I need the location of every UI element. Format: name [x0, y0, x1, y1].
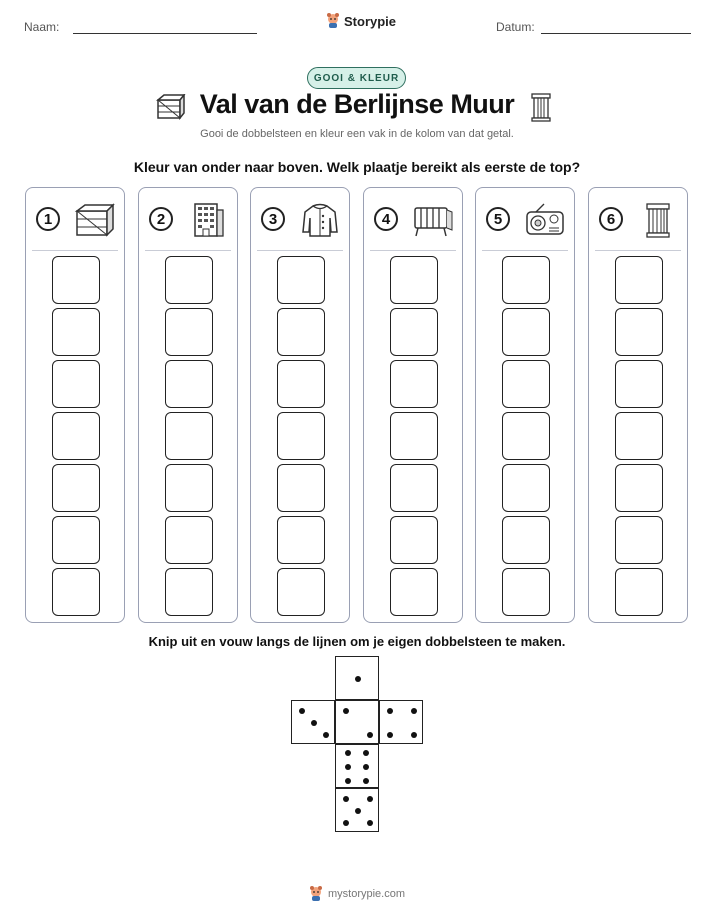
color-box[interactable] — [502, 464, 550, 512]
radio-icon — [524, 202, 566, 238]
color-box[interactable] — [277, 412, 325, 460]
page-title: Val van de Berlijnse Muur — [199, 89, 515, 119]
crate-icon — [74, 202, 116, 238]
date-line[interactable] — [541, 33, 691, 34]
color-box[interactable] — [502, 308, 550, 356]
color-box[interactable] — [165, 568, 213, 616]
column-pillar-icon — [530, 92, 552, 122]
color-box[interactable] — [165, 464, 213, 512]
color-box[interactable] — [277, 568, 325, 616]
column-pillar-icon — [637, 202, 679, 238]
dice-column-6 — [588, 187, 688, 623]
color-box[interactable] — [277, 516, 325, 564]
dice-face — [335, 788, 379, 832]
color-box[interactable] — [615, 308, 663, 356]
color-box[interactable] — [502, 412, 550, 460]
color-box[interactable] — [615, 360, 663, 408]
column-number: 3 — [261, 207, 285, 231]
color-box[interactable] — [615, 464, 663, 512]
dice-pip — [367, 820, 373, 826]
dice-pip — [411, 732, 417, 738]
dice-column-3 — [250, 187, 350, 623]
color-box[interactable] — [615, 516, 663, 564]
column-header — [372, 202, 458, 242]
column-number: 6 — [599, 207, 623, 231]
color-box[interactable] — [390, 308, 438, 356]
page-subtitle: Gooi de dobbelsteen en kleur een vak in de kolom van dat getal. — [200, 128, 514, 140]
color-box[interactable] — [615, 412, 663, 460]
color-box[interactable] — [390, 516, 438, 564]
footer-url: mystorypie.com — [327, 888, 406, 900]
dice-pip — [355, 676, 361, 682]
color-box[interactable] — [165, 308, 213, 356]
dice-pip — [387, 732, 393, 738]
color-box[interactable] — [390, 360, 438, 408]
question-text: Kleur van onder naar boven. Welk plaatje bereikt als eerste de top? — [133, 159, 581, 175]
color-box[interactable] — [52, 412, 100, 460]
color-box[interactable] — [502, 516, 550, 564]
color-box[interactable] — [277, 308, 325, 356]
column-header — [484, 202, 570, 242]
color-box[interactable] — [52, 516, 100, 564]
apartment-building-icon — [187, 202, 229, 238]
dice-face — [335, 744, 379, 788]
color-box[interactable] — [277, 464, 325, 512]
dice-pip — [363, 778, 369, 784]
dice-pip — [411, 708, 417, 714]
name-line[interactable] — [73, 33, 257, 34]
color-box[interactable] — [502, 360, 550, 408]
color-box[interactable] — [615, 568, 663, 616]
color-box[interactable] — [277, 360, 325, 408]
column-number: 4 — [374, 207, 398, 231]
column-header — [34, 202, 120, 242]
color-box[interactable] — [165, 412, 213, 460]
color-box[interactable] — [390, 412, 438, 460]
dice-pip — [343, 708, 349, 714]
dice-pip — [345, 750, 351, 756]
storypie-mascot-icon — [326, 13, 340, 29]
dice-column-1 — [25, 187, 125, 623]
color-box[interactable] — [390, 568, 438, 616]
dice-pip — [299, 708, 305, 714]
dice-column-4 — [363, 187, 463, 623]
dice-pip — [311, 720, 317, 726]
dice-face — [291, 700, 335, 744]
column-header — [597, 202, 683, 242]
dice-pip — [345, 764, 351, 770]
dice-pip — [387, 708, 393, 714]
color-box[interactable] — [277, 256, 325, 304]
column-divider — [482, 250, 568, 251]
dice-pip — [323, 732, 329, 738]
dice-face — [335, 700, 379, 744]
color-box[interactable] — [165, 516, 213, 564]
color-box[interactable] — [165, 360, 213, 408]
barrier-fence-icon — [412, 202, 454, 238]
dice-face — [379, 700, 423, 744]
dice-pip — [363, 750, 369, 756]
cutout-instruction: Knip uit en vouw langs de lijnen om je eigen dobbelsteen te maken. — [148, 634, 566, 649]
footer — [0, 886, 714, 902]
color-box[interactable] — [52, 360, 100, 408]
column-number: 5 — [486, 207, 510, 231]
brand-logo — [326, 13, 396, 29]
date-label: Datum: — [496, 20, 535, 34]
color-box[interactable] — [165, 256, 213, 304]
column-divider — [145, 250, 231, 251]
dice-pip — [363, 764, 369, 770]
column-header — [259, 202, 345, 242]
dice-column-5 — [475, 187, 575, 623]
dice-pip — [367, 732, 373, 738]
name-label: Naam: — [24, 20, 60, 34]
column-divider — [32, 250, 118, 251]
color-box[interactable] — [52, 256, 100, 304]
color-box[interactable] — [502, 256, 550, 304]
column-divider — [370, 250, 456, 251]
color-box[interactable] — [52, 308, 100, 356]
color-box[interactable] — [390, 256, 438, 304]
brand-name: Storypie — [344, 13, 397, 29]
color-box[interactable] — [52, 568, 100, 616]
color-box[interactable] — [390, 464, 438, 512]
dice-pip — [343, 796, 349, 802]
winter-coat-icon — [299, 202, 341, 238]
column-divider — [257, 250, 343, 251]
dice-pip — [367, 796, 373, 802]
column-number: 1 — [36, 207, 60, 231]
color-box[interactable] — [615, 256, 663, 304]
dice-face — [335, 656, 379, 700]
storypie-mascot-icon — [309, 886, 323, 902]
column-number: 2 — [149, 207, 173, 231]
dice-pip — [343, 820, 349, 826]
column-divider — [595, 250, 681, 251]
column-header — [147, 202, 233, 242]
dice-column-2 — [138, 187, 238, 623]
color-box[interactable] — [52, 464, 100, 512]
color-box[interactable] — [502, 568, 550, 616]
activity-badge: GOOI & KLEUR — [307, 67, 406, 89]
dice-pip — [355, 808, 361, 814]
dice-pip — [345, 778, 351, 784]
